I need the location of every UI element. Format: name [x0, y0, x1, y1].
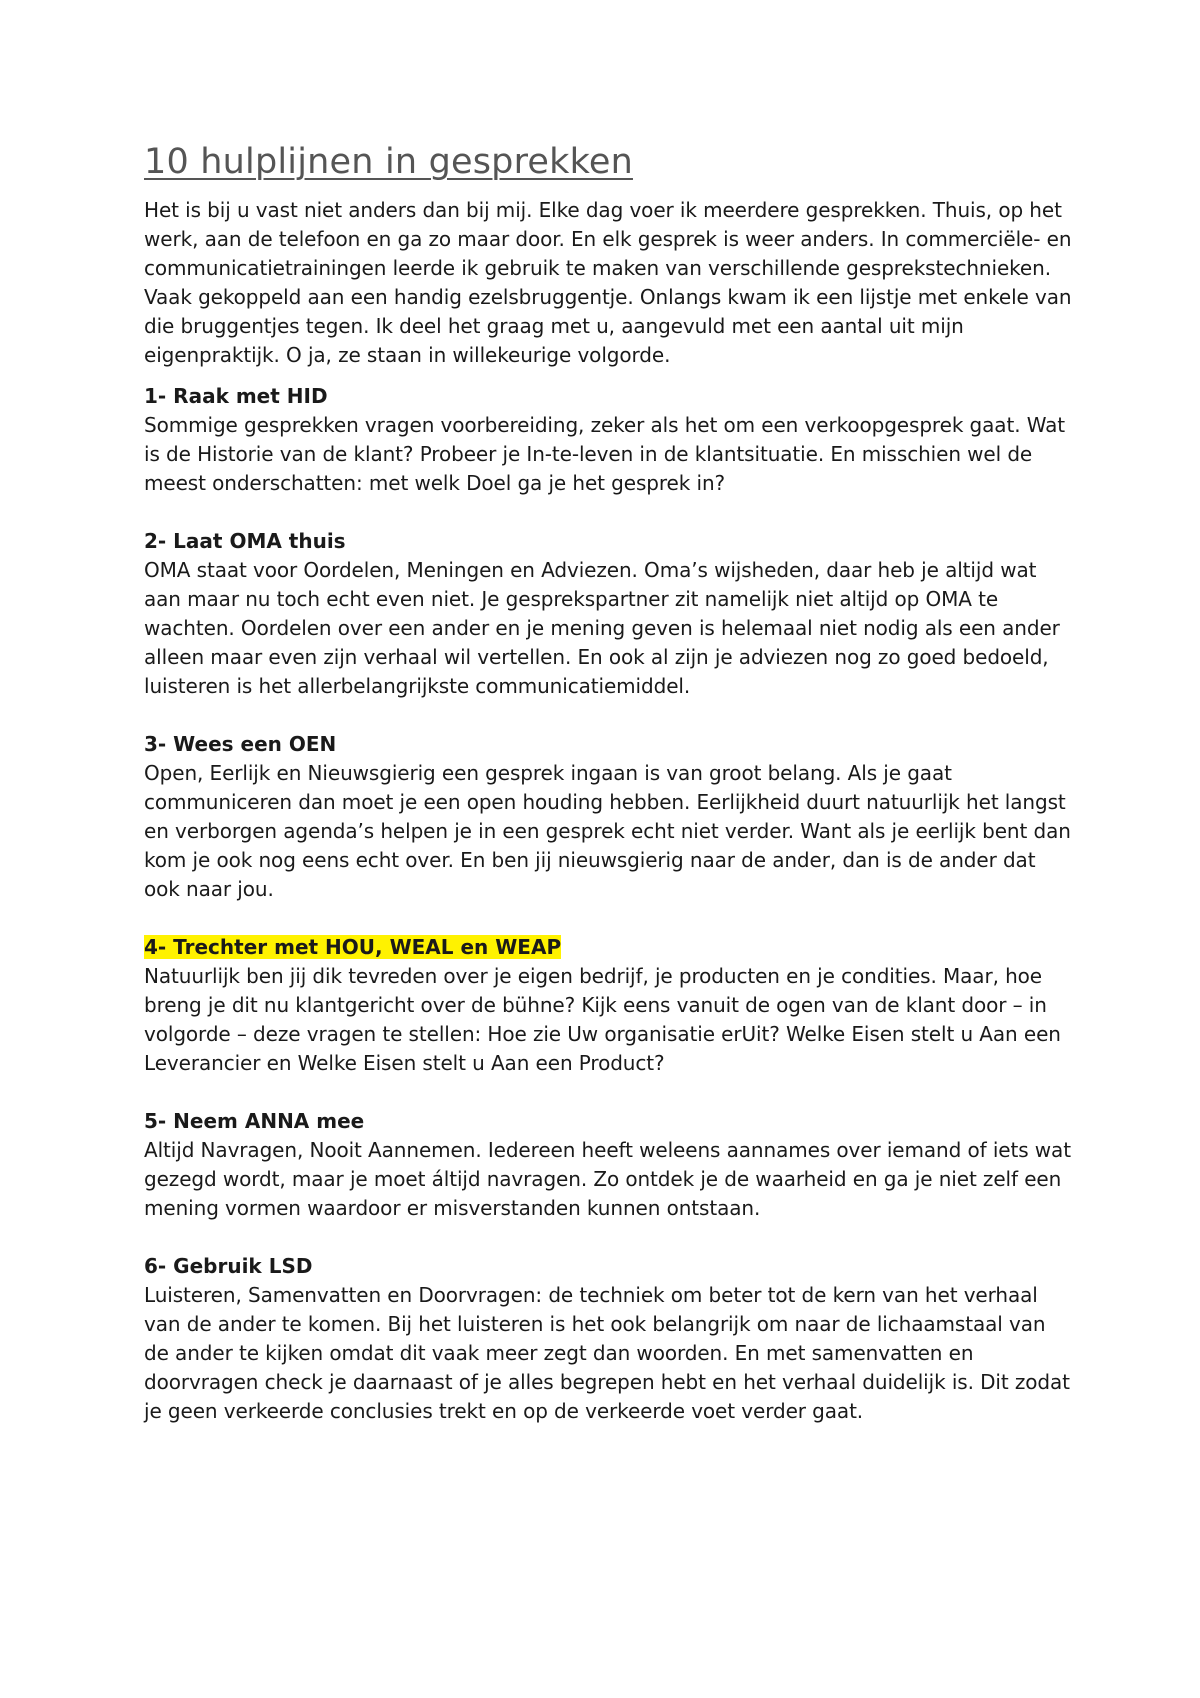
section-3: [144, 730, 1074, 904]
section-heading: 6- Gebruik LSD: [144, 1254, 313, 1278]
section-heading: 1- Raak met HID: [144, 384, 328, 408]
section-4: [144, 933, 1074, 1078]
section-body: Open, Eerlijk en Nieuwsgierig een gesprek ingaan is van groot belang. Als je gaat communiceren dan moet je een open houding hebben. Eerlijkheid duurt natuurlijk het langst en verborgen agenda’s helpen je in een gesprek echt niet verder. Want als je eerlijk bent dan kom je ook nog eens echt over. En ben jij nieuwsgierig naar de ander, dan is de ander dat ook naar jou.: [144, 761, 1071, 901]
section-heading: 5- Neem ANNA mee: [144, 1109, 365, 1133]
section-5: [144, 1107, 1074, 1223]
section-heading-highlighted: [144, 933, 1074, 962]
text-highlight: 4- Trechter met HOU, WEAL en WEAP: [144, 935, 562, 959]
section-heading: 2- Laat OMA thuis: [144, 529, 346, 553]
section-body: Natuurlijk ben jij dik tevreden over je eigen bedrijf, je producten en je condities. Maar, hoe breng je dit nu klantgericht over de bühne? Kijk eens vanuit de ogen van de klant door – in volgorde – deze vragen te stellen: Hoe zie Uw organisatie erUit? Welke Eisen stelt u Aan een Leverancier en Welke Eisen stelt u Aan een Product?: [144, 964, 1061, 1075]
section-1: [144, 382, 1074, 498]
section-heading: 3- Wees een OEN: [144, 732, 337, 756]
section-body: Altijd Navragen, Nooit Aannemen. Iedereen heeft weleens aannames over iemand of iets wat gezegd wordt, maar je moet áltijd navragen. Zo ontdek je de waarheid en ga je niet zelf een mening vormen waardoor er misverstanden kunnen ontstaan.: [144, 1138, 1071, 1220]
section-body: OMA staat voor Oordelen, Meningen en Adviezen. Oma’s wijsheden, daar heb je altijd wat aan maar nu toch echt even niet. Je gesprekspartner zit namelijk niet altijd op OMA te wachten. Oordelen over een ander en je mening geven is helemaal niet nodig als een ander alleen maar even zijn verhaal wil vertellen. En ook al zijn je adviezen nog zo goed bedoeld, luisteren is het allerbelangrijkste communicatiemiddel.: [144, 558, 1060, 698]
document-title: 10 hulplijnen in gesprekken: [144, 142, 633, 182]
intro-paragraph: Het is bij u vast niet anders dan bij mij. Elke dag voer ik meerdere gesprekken. Thuis, op het werk, aan de telefoon en ga zo maar door. En elk gesprek is weer anders. In commerciële- en communicatietrainingen leerde ik gebruik te maken van verschillende gesprekstechnieken. Vaak gekoppeld aan een handig ezelsbruggentje. Onlangs kwam ik een lijstje met enkele van die bruggentjes tegen. Ik deel het graag met u, aangevuld met een aantal uit mijn eigenpraktijk. O ja, ze staan in willekeurige volgorde.: [144, 198, 1072, 367]
section-body: Luisteren, Samenvatten en Doorvragen: de techniek om beter tot de kern van het verhaal van de ander te komen. Bij het luisteren is het ook belangrijk om naar de lichaamstaal van de ander te kijken omdat dit vaak meer zegt dan woorden. En met samenvatten en doorvragen check je daarnaast of je alles begrepen hebt en het verhaal duidelijk is. Dit zodat je geen verkeerde conclusies trekt en op de verkeerde voet verder gaat.: [144, 1283, 1070, 1423]
section-6: [144, 1252, 1074, 1426]
section-2: [144, 527, 1074, 701]
section-body: Sommige gesprekken vragen voorbereiding, zeker als het om een verkoopgesprek gaat. Wat is de Historie van de klant? Probeer je In-te-leven in de klantsituatie. En misschien wel de meest onderschatten: met welk Doel ga je het gesprek in?: [144, 413, 1066, 495]
document-content: [144, 140, 1074, 1455]
